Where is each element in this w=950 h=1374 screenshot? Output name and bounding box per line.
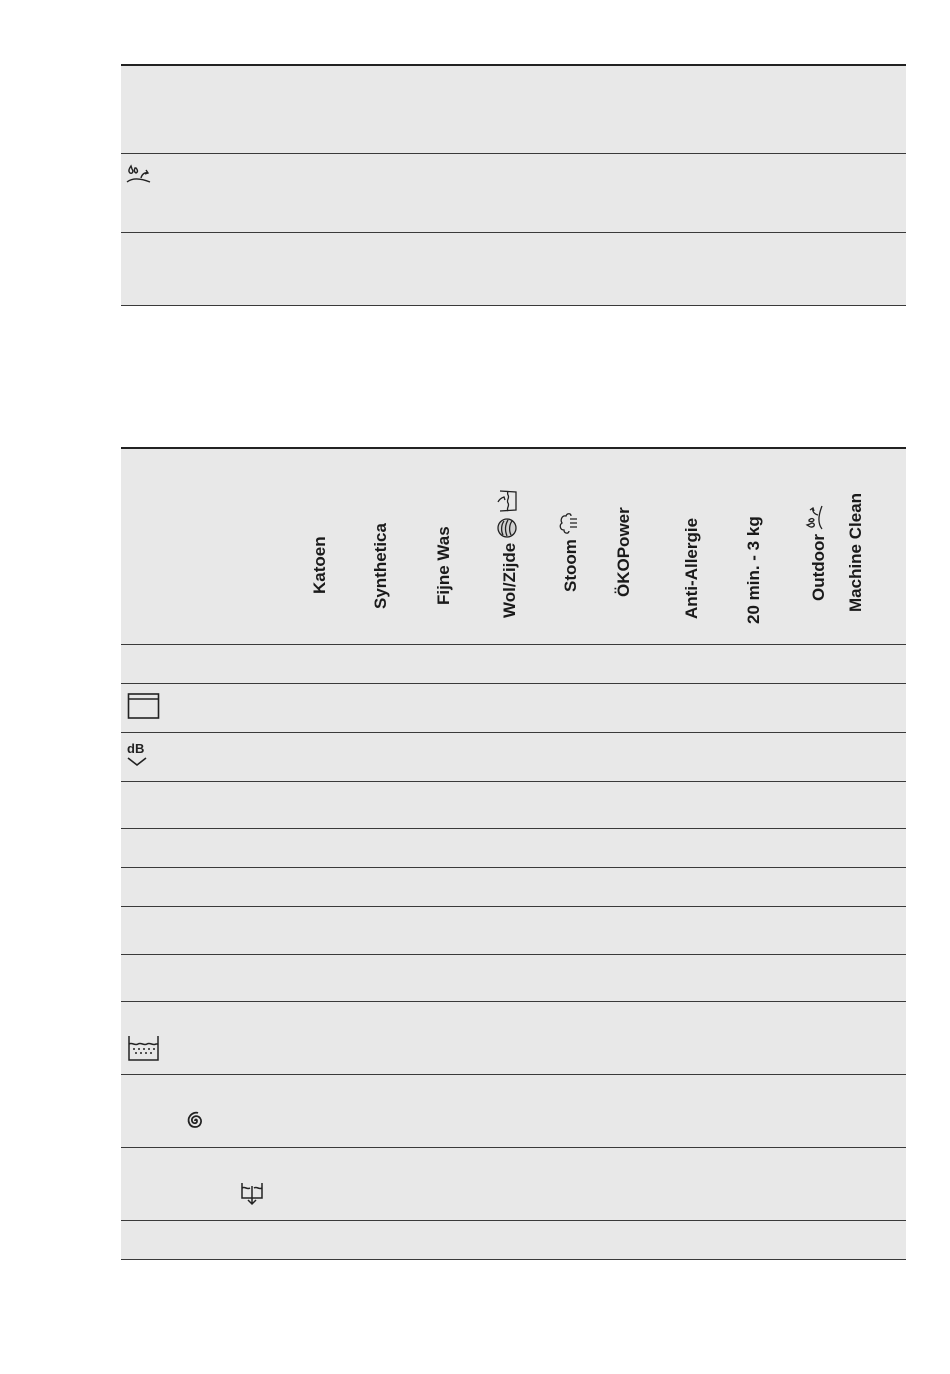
outdoor-icon bbox=[126, 164, 152, 188]
column-header-label: Wol/Zijde bbox=[499, 542, 519, 618]
row-divider bbox=[121, 644, 906, 645]
column-header-katoen bbox=[310, 536, 330, 594]
column-header-wol-zijde bbox=[496, 489, 523, 618]
row-divider bbox=[121, 867, 906, 868]
column-header-label: 20 min. - 3 kg bbox=[744, 516, 763, 624]
table-row bbox=[121, 153, 906, 232]
column-header-label: Machine Clean bbox=[846, 492, 865, 612]
column-header-machine-clean bbox=[846, 493, 866, 612]
rinse-water-icon bbox=[127, 1034, 160, 1062]
drum-icon bbox=[127, 692, 160, 720]
row-divider bbox=[121, 1074, 906, 1075]
column-header-anti-allergie bbox=[682, 518, 702, 619]
row-divider bbox=[121, 305, 906, 306]
row-divider bbox=[121, 232, 906, 233]
table-row bbox=[121, 1074, 906, 1147]
column-header-label: ÖKOPower bbox=[614, 507, 633, 597]
night-mode-db-icon bbox=[125, 741, 151, 769]
outdoor-icon bbox=[805, 504, 832, 530]
row-divider bbox=[121, 1220, 906, 1221]
table-row bbox=[121, 781, 906, 828]
row-divider bbox=[121, 954, 906, 955]
table-bottom-rule bbox=[121, 1259, 906, 1260]
drain-icon bbox=[240, 1180, 264, 1206]
column-header-label: Anti-Allergie bbox=[682, 517, 701, 619]
table-row bbox=[121, 1001, 906, 1074]
column-header-outdoor bbox=[805, 504, 832, 601]
column-header-fijne-was bbox=[434, 526, 454, 605]
column-header-20-min-3-kg bbox=[744, 516, 764, 624]
spin-icon bbox=[182, 1108, 208, 1134]
column-header-label: Katoen bbox=[310, 536, 329, 594]
table-top-rule bbox=[121, 64, 906, 66]
column-header-okopower bbox=[614, 507, 634, 597]
table-row bbox=[121, 644, 906, 683]
row-divider bbox=[121, 906, 906, 907]
column-header-synthetica bbox=[371, 523, 391, 609]
row-divider bbox=[121, 1147, 906, 1148]
row-divider bbox=[121, 732, 906, 733]
table-row bbox=[121, 683, 906, 732]
table-row bbox=[121, 906, 906, 954]
table-top-rule bbox=[121, 447, 906, 449]
column-header-label: Fijne Was bbox=[434, 526, 453, 605]
column-header-label: Outdoor bbox=[808, 533, 828, 601]
hand-wash-icon bbox=[496, 489, 523, 513]
table-row bbox=[121, 867, 906, 906]
steam-icon bbox=[557, 511, 584, 535]
column-header-label: Stoom bbox=[560, 539, 580, 592]
column-header-label: Synthetica bbox=[371, 523, 390, 609]
table-row bbox=[121, 305, 906, 363]
row-divider bbox=[121, 683, 906, 684]
row-divider bbox=[121, 828, 906, 829]
table-row bbox=[121, 732, 906, 781]
table-row bbox=[121, 954, 906, 1001]
row-divider bbox=[121, 781, 906, 782]
column-header-stoom bbox=[557, 511, 584, 592]
table-row bbox=[121, 828, 906, 867]
table-row bbox=[121, 65, 906, 153]
table-row bbox=[121, 1147, 906, 1220]
svg-text:dB: dB bbox=[127, 741, 145, 756]
wool-ball-icon bbox=[496, 517, 523, 539]
table-row bbox=[121, 1220, 906, 1259]
table-row bbox=[121, 232, 906, 305]
row-divider bbox=[121, 1001, 906, 1002]
row-divider bbox=[121, 153, 906, 154]
